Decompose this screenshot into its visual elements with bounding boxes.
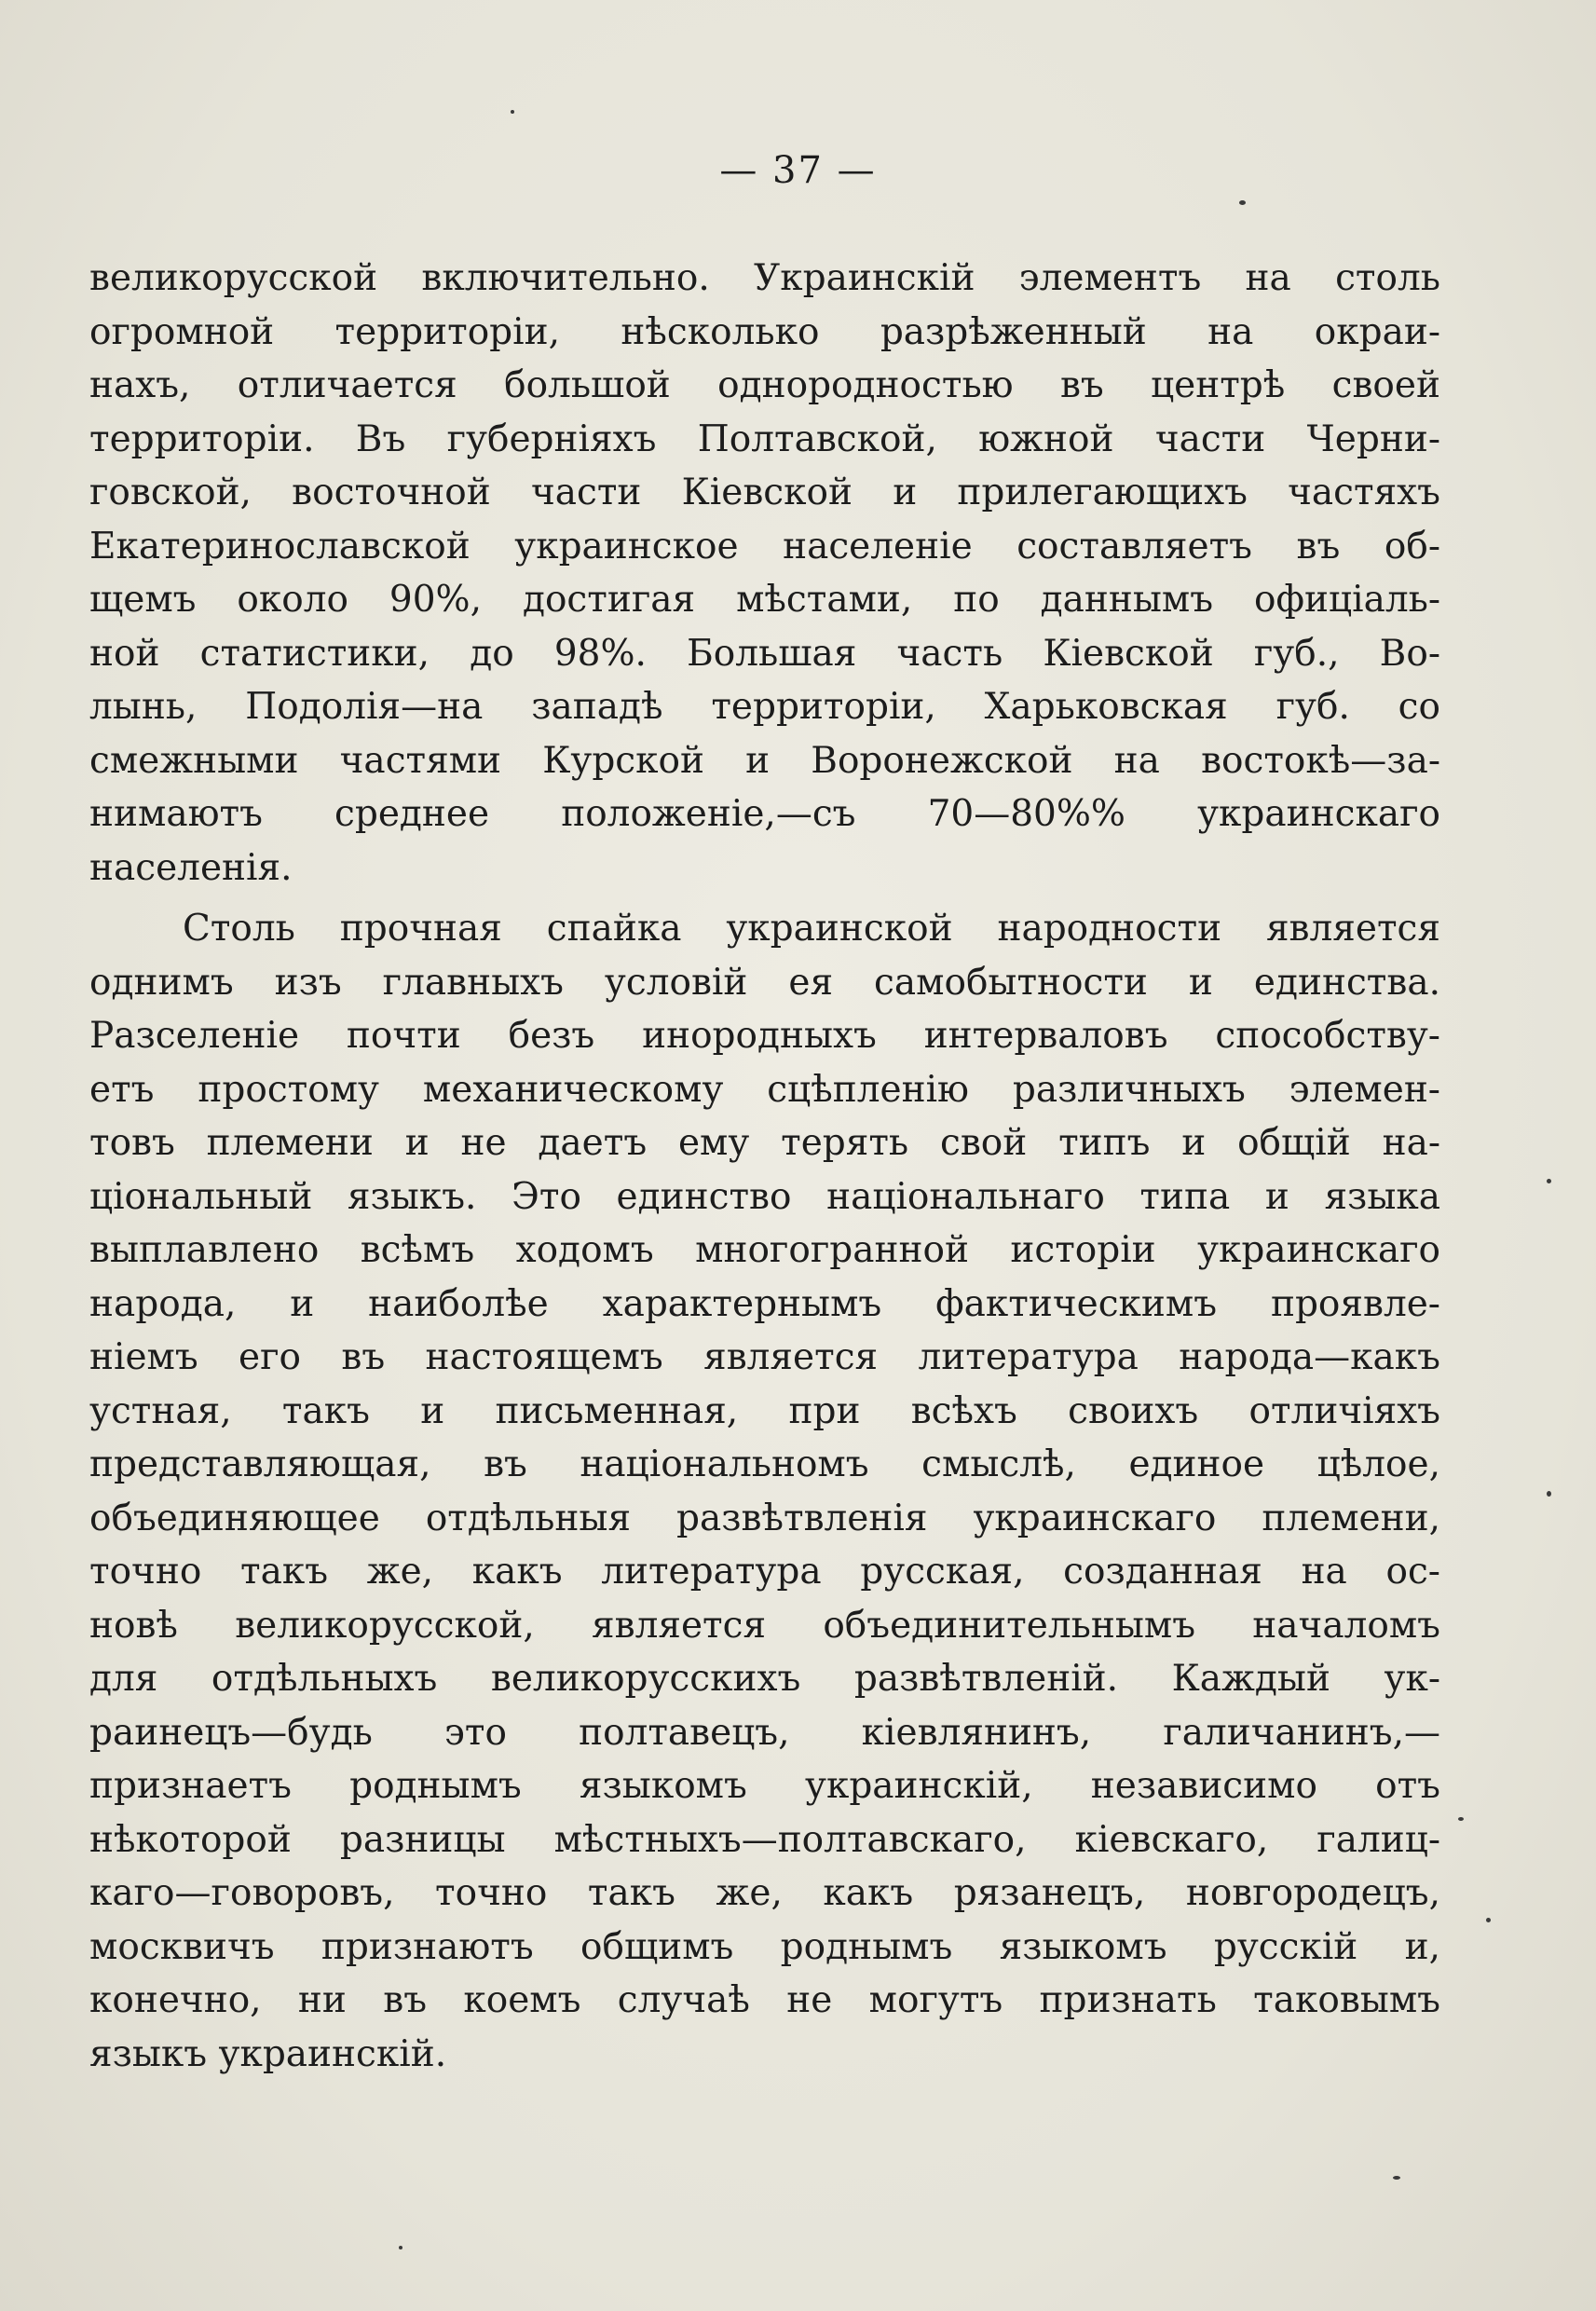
- body-text: [89, 252, 1440, 2081]
- text-line: лынь, Подолія—на западѣ территоріи, Харьковская губ. со: [89, 686, 1440, 728]
- text-line: новѣ великорусской, является объединительнымъ началомъ: [89, 1604, 1440, 1647]
- text-line: народа, и наиболѣе характернымъ фактическимъ проявле-: [89, 1282, 1440, 1325]
- text-line: смежными частями Курской и Воронежской на востокѣ—за-: [89, 739, 1440, 782]
- text-line: Столь прочная спайка украинской народности является: [183, 908, 1440, 950]
- text-line: ціональный языкъ. Это единство національнаго типа и языка: [89, 1175, 1440, 1218]
- text-line: товъ племени и не даетъ ему терять свой типъ и общій на-: [89, 1122, 1440, 1164]
- text-line: Екатеринославской украинское населеніе составляетъ въ об-: [89, 525, 1440, 567]
- text-line: признаетъ роднымъ языкомъ украинскій, независимо отъ: [89, 1765, 1440, 1807]
- page-number: — 37 —: [719, 149, 877, 192]
- text-line: нимаютъ среднее положеніе,—съ 70—80%% украинскаго: [89, 793, 1440, 835]
- text-line: нахъ, отличается большой однородностью въ центрѣ своей: [89, 364, 1440, 406]
- text-line: великорусской включительно. Украинскій элементъ на столь: [89, 257, 1440, 299]
- text-line: конечно, ни въ коемъ случаѣ не могутъ признать таковымъ: [89, 1979, 1440, 2021]
- text-line: ніемъ его въ настоящемъ является литература народа—какъ: [89, 1336, 1440, 1378]
- print-speck: [1239, 200, 1246, 205]
- text-line: Разселеніе почти безъ инородныхъ интерваловъ способству-: [89, 1015, 1440, 1057]
- print-speck: [1486, 1918, 1491, 1922]
- print-speck: [1547, 1491, 1551, 1497]
- text-line: етъ простому механическому сцѣпленію различныхъ элемен-: [89, 1068, 1440, 1111]
- text-line: говской, восточной части Кіевской и прилегающихъ частяхъ: [89, 472, 1440, 513]
- text-line: языкъ украинскій.: [89, 2032, 447, 2075]
- paragraph: [89, 902, 1440, 2081]
- text-line: москвичъ признаютъ общимъ роднымъ языкомъ русскій и,: [89, 1925, 1440, 1968]
- text-line: каго—говоровъ, точно такъ же, какъ рязанецъ, новгородецъ,: [89, 1872, 1440, 1914]
- text-line: населенія.: [89, 846, 293, 889]
- text-line: устная, такъ и письменная, при всѣхъ своихъ отличіяхъ: [89, 1389, 1440, 1432]
- text-line: щемъ около 90%, достигая мѣстами, по даннымъ офиціаль-: [89, 579, 1440, 621]
- text-line: точно такъ же, какъ литература русская, созданная на ос-: [89, 1551, 1440, 1593]
- text-line: выплавлено всѣмъ ходомъ многогранной исторіи украинскаго: [89, 1229, 1440, 1271]
- print-speck: [1547, 1179, 1551, 1183]
- text-line: нѣкоторой разницы мѣстныхъ—полтавскаго, кіевскаго, галиц-: [89, 1818, 1440, 1861]
- text-line: территоріи. Въ губерніяхъ Полтавской, южной части Черни-: [89, 417, 1440, 460]
- text-line: представляющая, въ національномъ смыслѣ, единое цѣлое,: [89, 1443, 1440, 1485]
- text-line: для отдѣльныхъ великорусскихъ развѣтвленій. Каждый ук-: [89, 1658, 1440, 1700]
- print-speck: [399, 2246, 402, 2249]
- text-line: раинецъ—будь это полтавецъ, кіевлянинъ, галичанинъ,—: [89, 1711, 1440, 1754]
- text-line: объединяющее отдѣльныя развѣтвленія украинскаго племени,: [89, 1497, 1440, 1539]
- text-line: огромной территоріи, нѣсколько разрѣженный на окраи-: [89, 310, 1440, 353]
- paragraph: [89, 252, 1440, 895]
- text-line: однимъ изъ главныхъ условій ея самобытности и единства.: [89, 961, 1440, 1004]
- text-line: ной статистики, до 98%. Большая часть Кіевской губ., Во-: [89, 632, 1440, 675]
- print-speck: [1458, 1817, 1464, 1821]
- print-speck: [511, 110, 514, 114]
- print-speck: [1393, 2176, 1400, 2180]
